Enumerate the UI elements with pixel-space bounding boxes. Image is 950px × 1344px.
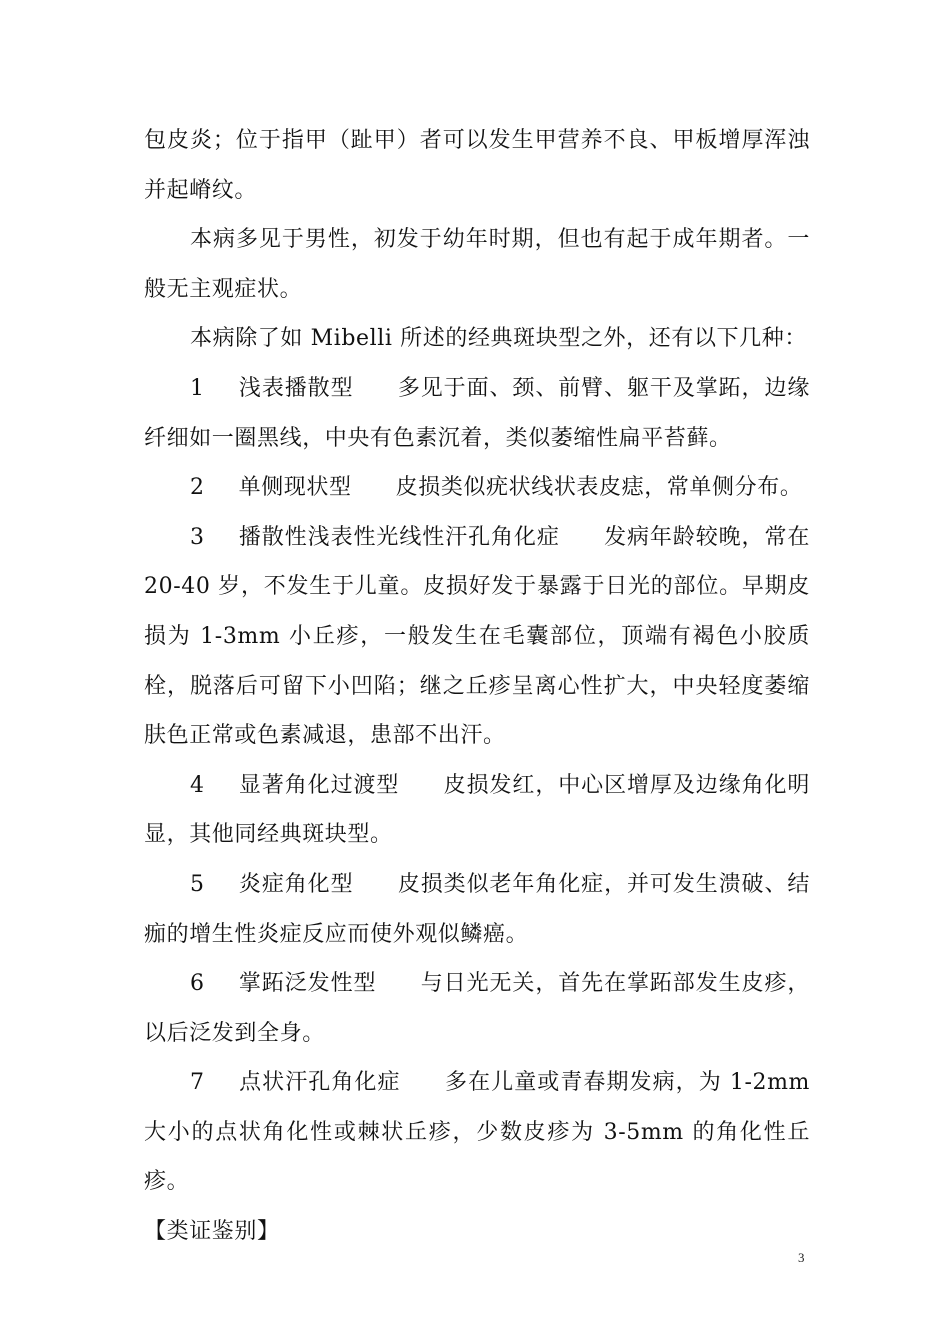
- type-name: 炎症角化型: [238, 871, 354, 897]
- type-item-3: [144, 513, 810, 761]
- type-description: 多在儿童或青春期发病，为 1-2mm 大小的点状角化性或棘状丘疹，少数皮疹为 3-5mm 的角化性丘疹。: [144, 1070, 811, 1195]
- type-description: 多见于面、颈、前臂、躯干及掌跖，边缘纤细如一圈黑线，中央有色素沉着，类似萎缩性扁平苔藓。: [144, 375, 810, 451]
- type-description: 发病年龄较晚，常在 20-40 岁，不发生于儿童。皮损好发于暴露于日光的部位。早期皮损为 1-3mm 小丘疹，一般发生在毛囊部位，顶端有褐色小胶质栓，脱落后可留下小凹陷；继之丘疹呈离心性扩大，中央轻度萎缩肤色正常或色素减退，患部不出汗。: [144, 524, 810, 749]
- document-body: [144, 116, 810, 1257]
- type-item-1: [144, 364, 810, 463]
- type-name: 点状汗孔角化症: [238, 1070, 401, 1096]
- type-number: 5: [190, 871, 205, 897]
- type-name: 单侧现状型: [238, 475, 352, 501]
- type-item-5: [144, 860, 810, 959]
- paragraph-text: 包皮炎；位于指甲（趾甲）者可以发生甲营养不良、甲板增厚浑浊并起嵴纹。: [144, 128, 810, 203]
- type-item-6: [144, 959, 810, 1058]
- type-name: 显著角化过渡型: [238, 772, 400, 798]
- page-number: 3: [798, 1250, 805, 1265]
- type-name: 播散性浅表性光线性汗孔角化症: [238, 524, 560, 550]
- type-name: 掌跖泛发性型: [238, 971, 377, 997]
- type-number: 3: [190, 524, 205, 550]
- type-item-4: [144, 761, 810, 860]
- type-item-2: [144, 463, 810, 513]
- type-description: 皮损类似老年角化症，并可发生溃破、结痂的增生性炎症反应而使外观似鳞癌。: [144, 871, 810, 947]
- type-item-7: [144, 1058, 810, 1207]
- type-number: 6: [190, 971, 205, 997]
- paragraph-continuation: [144, 116, 810, 215]
- paragraph-text: 本病多见于男性，初发于幼年时期，但也有起于成年期者。一般无主观症状。: [144, 227, 810, 302]
- type-number: 1: [190, 375, 205, 401]
- type-number: 7: [190, 1070, 205, 1096]
- type-number: 2: [190, 475, 205, 501]
- type-description: 皮损类似疣状线状表皮痣，常单侧分布。: [395, 475, 803, 501]
- paragraph-types-intro: [144, 314, 810, 364]
- paragraph-text: 本病除了如 Mibelli 所述的经典斑块型之外，还有以下几种：: [190, 326, 807, 352]
- type-description: 皮损发红，中心区增厚及边缘角化明显，其他同经典斑块型。: [144, 772, 810, 848]
- section-heading-differential: 【类证鉴别】: [144, 1219, 280, 1245]
- type-number: 4: [190, 772, 205, 798]
- type-description: 与日光无关，首先在掌跖部发生皮疹，以后泛发到全身。: [144, 971, 810, 1046]
- paragraph-demographics: [144, 215, 810, 314]
- type-name: 浅表播散型: [238, 375, 354, 401]
